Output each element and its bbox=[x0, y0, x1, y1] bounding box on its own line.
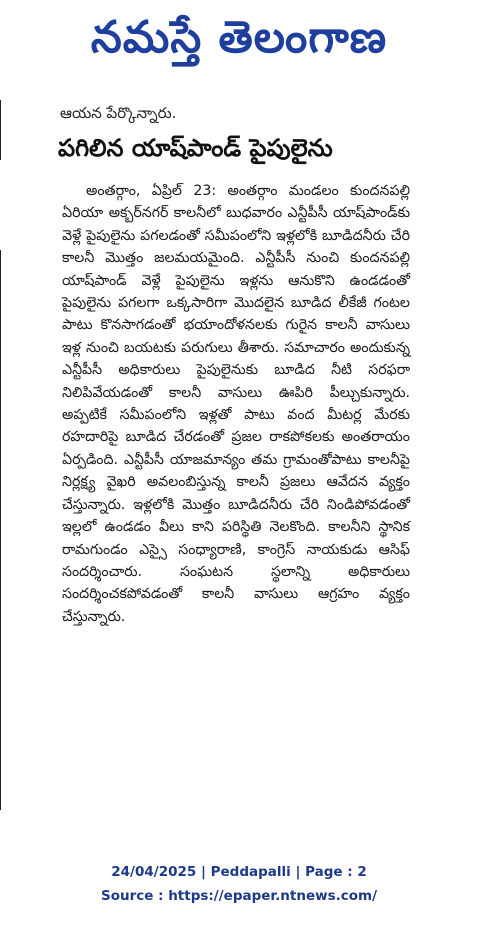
crop-mark bbox=[0, 250, 1, 810]
crop-mark bbox=[0, 100, 1, 160]
footer-source: Source : https://epaper.ntnews.com/ bbox=[100, 888, 378, 904]
masthead-logo: నమస్తే తెలంగాణ bbox=[90, 12, 388, 63]
continued-text: ఆయన పేర్కొన్నారు. bbox=[60, 104, 177, 122]
article-paragraph: అంతర్గాం, ఏప్రిల్ 23: అంతర్గాం మండలం కుందనపల్లి ఏరియా అక్బర్‌నగర్ కాలనీలో బుధవారం ఎన్టీపీసీ యాష్‌పాండ్‌కు వెళ్లే పైపులైను పగలడంతో సమీపంలోని ఇళ్లలోకి బూడిదనీరు చేరి కాలనీ మొత్తం జలమయమైంది. ఎన్టీపీసీ నుంచి కుందనపల్లి యాష్‌పాండ్ వెళ్లే పైపులైను ఇళ్లను ఆనుకొని ఉండడంతో పైపులైను పగలగా ఒక్కసారిగా మొదలైన బూడిద లీకేజీ గంటల పాటు కొనసాగడంతో భయాందోళనలకు గురైన కాలనీ వాసులు ఇళ్ల నుంచి బయటకు పరుగులు తీశారు. సమాచారం అందుకున్న ఎన్టీపీసీ అధికారులు పైపులైనుకు బూడిద నీటి సరఫరా నిలిపివేయడంతో కాలనీ వాసులు ఊపిరి పీల్చుకున్నారు. అప్పటికే సమీపంలోని ఇళ్లతో పాటు వంద మీటర్ల మేరకు రహదారిపై బూడిద చేరడంతో ప్రజల రాకపోకలకు అంతరాయం ఏర్పడింది. ఎన్టీపీసీ యాజమాన్యం తమ గ్రామంతోపాటు కాలనీపై నిర్లక్ష్య వైఖరి అవలంబిస్తున్న కాలనీ ప్రజలు ఆవేదన వ్యక్తం చేస్తున్నారు. ఇళ్లలోకి మొత్తం బూడిదనీరు చేరి నిండిపోవడంతో ఇల్లలో ఉండడం వీలు కాని పరిస్థితి నెలకొంది. కాలనీని స్థానిక రామగుండం ఎస్సై సంధ్యారాణి, కాంగ్రెస్ నాయకుడు ఆసిఫ్ సందర్శించారు. సంఘటన స్థలాన్ని అధికారులు సందర్శించకపోవడంతో కాలనీ వాసులు ఆగ్రహం వ్యక్తం చేస్తున్నారు. bbox=[62, 183, 410, 625]
article-headline: పగిలిన యాష్‌పాండ్ పైపులైను bbox=[58, 134, 333, 162]
article-body bbox=[62, 180, 410, 628]
footer-dateline: 24/04/2025 | Peddapalli | Page : 2 bbox=[111, 864, 367, 880]
